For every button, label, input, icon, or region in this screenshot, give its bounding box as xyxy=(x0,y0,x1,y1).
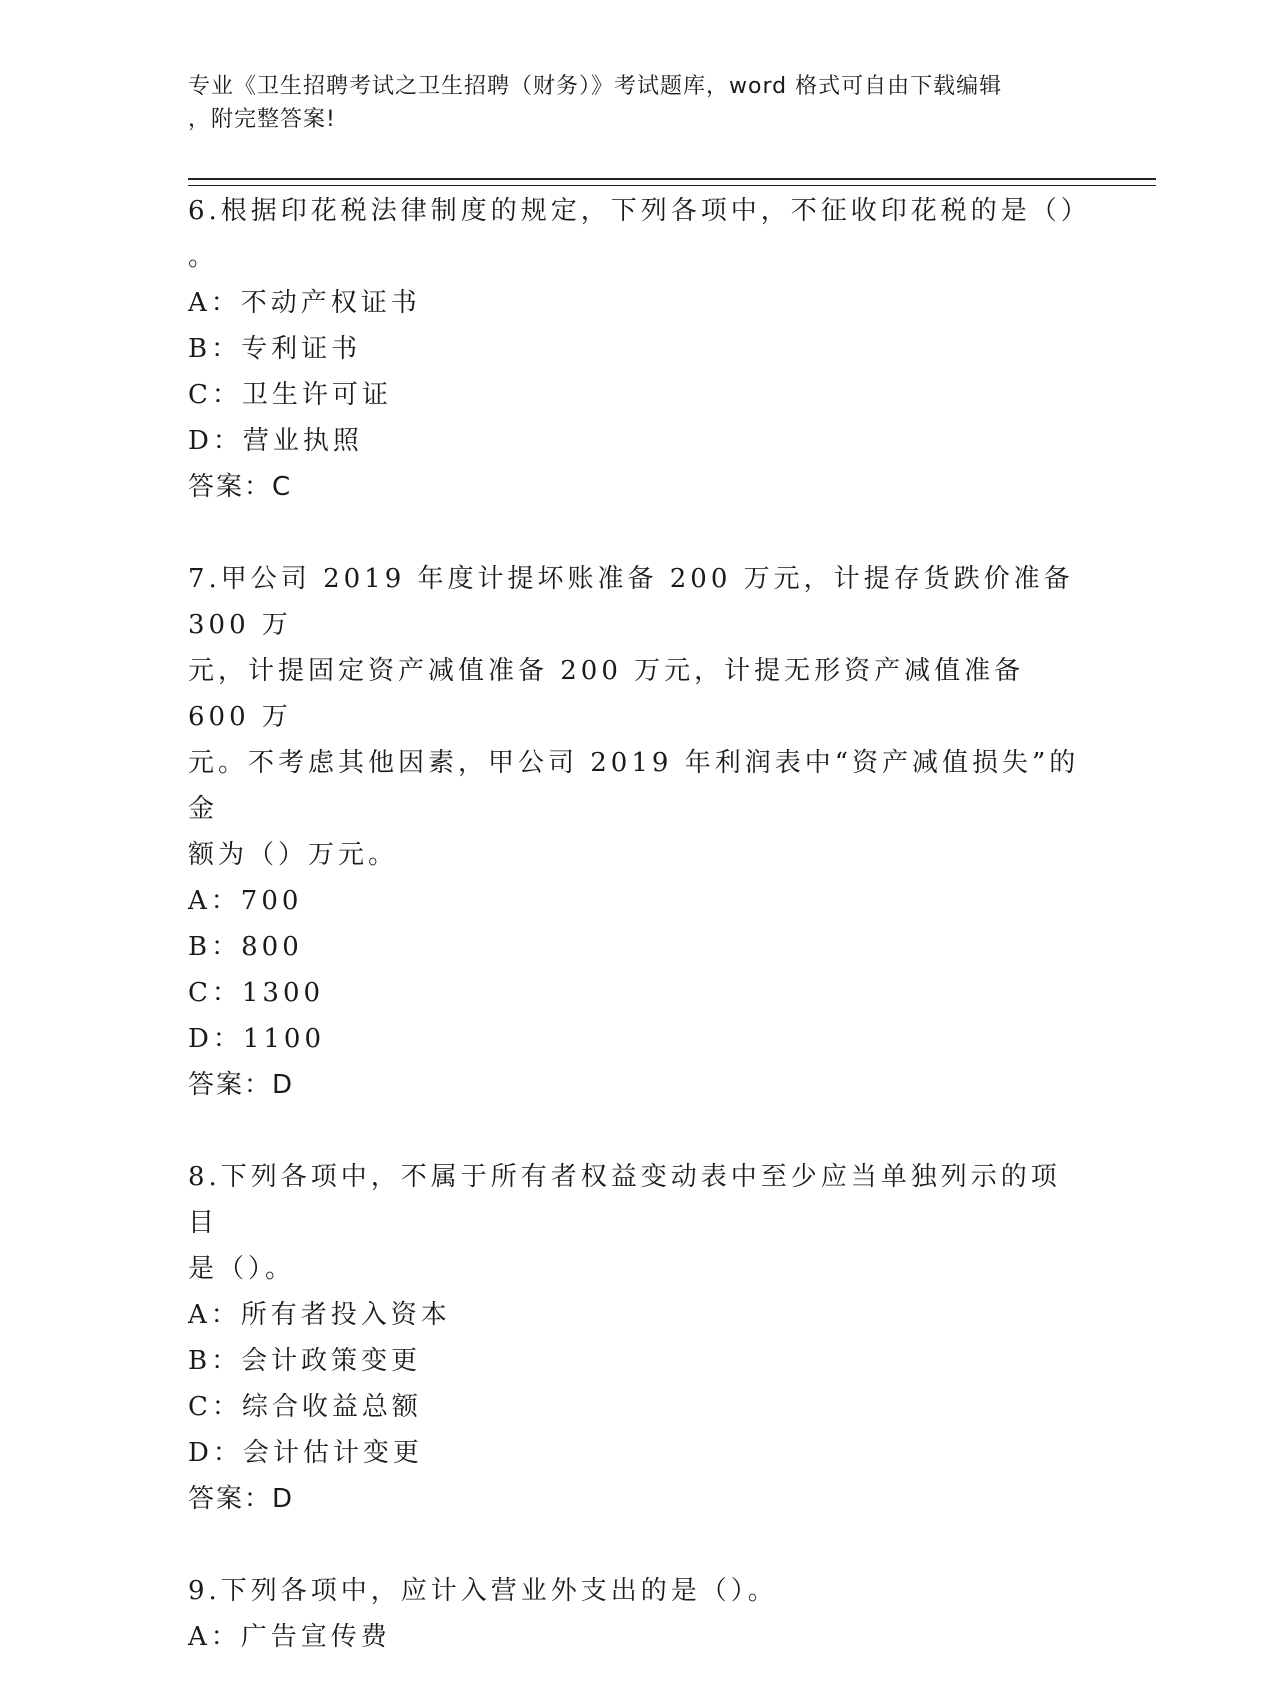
option-a: A：所有者投入资本 xyxy=(188,1300,451,1330)
option-b: B：专利证书 xyxy=(188,334,362,364)
option-a: A：700 xyxy=(188,886,303,916)
option-a: A：广告宣传费 xyxy=(188,1622,391,1652)
option-c: C：综合收益总额 xyxy=(188,1392,422,1422)
question-text-line: 6.根据印花税法律制度的规定，下列各项中，不征收印花税的是（） xyxy=(188,196,1091,226)
answer: 答案：D xyxy=(188,1484,295,1514)
header-line-2: ，附完整答案! xyxy=(188,107,336,132)
option-d: D：1100 xyxy=(188,1024,326,1054)
option-c: C：卫生许可证 xyxy=(188,380,392,410)
header-divider xyxy=(188,178,1156,186)
option-b: B：会计政策变更 xyxy=(188,1346,422,1376)
question-text-line: 7.甲公司 2019 年度计提坏账准备 200 万元，计提存货跌价准备 300 万 xyxy=(188,564,1074,640)
question-text xyxy=(188,1568,1088,1614)
question-9 xyxy=(188,1568,1088,1660)
question-text xyxy=(188,188,1091,280)
question-7 xyxy=(188,556,1088,1108)
answer: 答案：C xyxy=(188,472,293,502)
option-d: D：会计估计变更 xyxy=(188,1438,423,1468)
question-8 xyxy=(188,1154,1088,1522)
question-text-line: 元，计提固定资产减值准备 200 万元，计提无形资产减值准备 600 万 xyxy=(188,656,1025,732)
option-a: A：不动产权证书 xyxy=(188,288,421,318)
question-text-line: 元。不考虑其他因素，甲公司 2019 年利润表中“资产减值损失”的金 xyxy=(188,748,1080,824)
question-6 xyxy=(188,188,1091,510)
question-text xyxy=(188,556,1088,878)
option-b: B：800 xyxy=(188,932,303,962)
header-line-1: 专业《卫生招聘考试之卫生招聘（财务）》考试题库，word 格式可自由下载编辑 xyxy=(188,74,1003,99)
question-text xyxy=(188,1154,1088,1292)
question-text-line: 是（）。 xyxy=(188,1254,296,1284)
option-d: D：营业执照 xyxy=(188,426,363,456)
question-text-line: 8.下列各项中，不属于所有者权益变动表中至少应当单独列示的项目 xyxy=(188,1162,1061,1238)
answer: 答案：D xyxy=(188,1070,295,1100)
question-list xyxy=(188,188,1091,1706)
document-header xyxy=(188,70,1068,136)
question-text-line: 9.下列各项中，应计入营业外支出的是（）。 xyxy=(188,1576,778,1606)
question-text-line: 。 xyxy=(188,242,219,272)
question-text-line: 额为（）万元。 xyxy=(188,840,399,870)
option-c: C：1300 xyxy=(188,978,325,1008)
